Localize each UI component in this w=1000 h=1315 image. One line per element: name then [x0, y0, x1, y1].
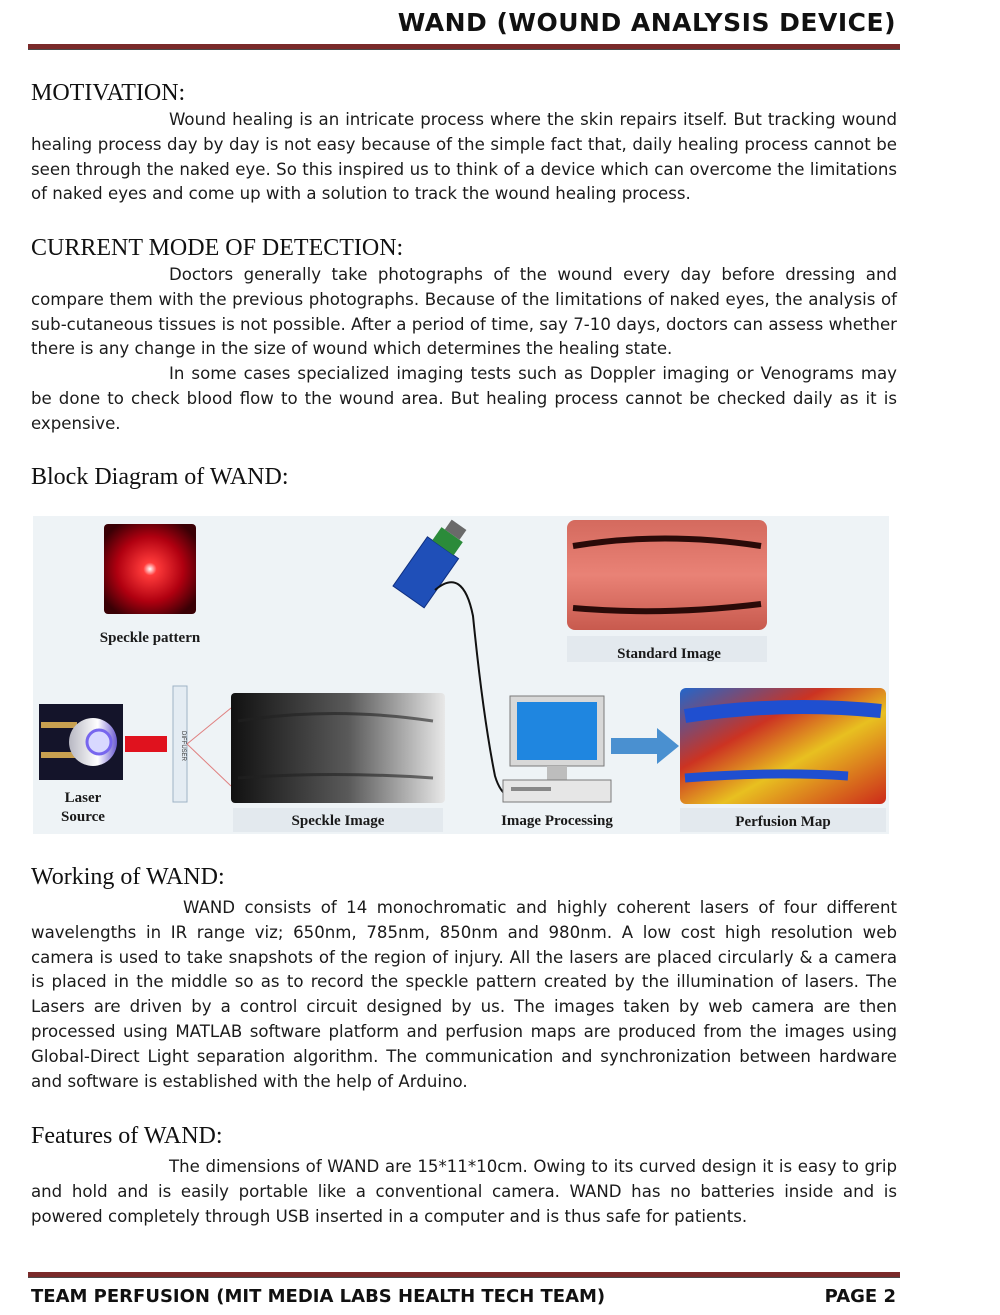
camera-icon: [393, 516, 475, 608]
working-heading: Working of WAND:: [31, 864, 225, 890]
laser-source-label-1: Laser: [64, 790, 102, 806]
standard-image-label: Standard Image: [617, 646, 721, 662]
header-rule: [28, 44, 900, 50]
footer-team: TEAM PERFUSION (MIT MEDIA LABS HEALTH TECH TEAM): [31, 1286, 606, 1307]
motivation-heading: MOTIVATION:: [31, 80, 186, 106]
page-title: WAND (WOUND ANALYSIS DEVICE): [397, 8, 896, 37]
arrow-right-icon: [611, 728, 679, 764]
camera-cable: [435, 582, 513, 798]
laser-beam: [125, 736, 167, 752]
laser-source-label-2: Source: [61, 809, 105, 825]
speckle-image-label: Speckle Image: [291, 813, 385, 829]
current-mode-paragraph-2: In some cases specialized imaging tests such as Doppler imaging or Venograms may be done to check blood flow to the wound area. But healing process cannot be checked daily as it is expensive.: [31, 364, 897, 433]
diffuser-label: DIFFUSER: [180, 731, 186, 761]
block-diagram-heading: Block Diagram of WAND:: [31, 464, 289, 490]
working-paragraph: WAND consists of 14 monochromatic and highly coherent lasers of four different wavelengths in IR range viz; 650nm, 785nm, 850nm and 980nm. A low cost high resolution web camera is used to take snapshots of the region of injury. All the lasers are placed circularly & a camera is placed in the middle so as to record the speckle pattern created by the illumination of lasers. The Lasers are driven by a control circuit designed by us. The images taken by web camera are then processed using MATLAB software platform and perfusion maps are produced from the images using Global-Direct Light separation algorithm. The communication and synchronization between hardware and software is established with the help of Arduino.: [31, 898, 897, 1091]
computer-icon: [503, 696, 611, 802]
speckle-pattern-image: [104, 524, 196, 614]
image-processing-label: Image Processing: [501, 813, 613, 829]
footer-rule: [28, 1272, 900, 1278]
current-mode-heading: CURRENT MODE OF DETECTION:: [31, 235, 404, 261]
features-paragraph: The dimensions of WAND are 15*11*10cm. Owing to its curved design it is easy to grip and hold and is easily portable like a conventional camera. WAND has no batteries inside and is powered completely through USB inserted in a computer and is thus safe for patients.: [31, 1157, 897, 1226]
speckle-image: [231, 693, 445, 803]
speckle-pattern-label: Speckle pattern: [99, 630, 201, 646]
footer-page-number: PAGE 2: [824, 1286, 896, 1307]
current-mode-paragraph-1: Doctors generally take photographs of the wound every day before dressing and compare them with the previous photographs. Because of the limitations of naked eyes, the analysis of sub-cutaneous tissues is not possible. After a period of time, say 7-10 days, doctors can assess whether there is any change in the size of wound which determines the healing state.: [31, 265, 897, 359]
block-diagram: [33, 516, 889, 834]
perfusion-map-label: Perfusion Map: [735, 814, 831, 830]
features-heading: Features of WAND:: [31, 1123, 223, 1149]
motivation-paragraph: Wound healing is an intricate process where the skin repairs itself. But tracking wound healing process day by day is not easy because of the simple fact that, daily healing process cannot be seen through the naked eye. So this inspired us to think of a device which can overcome the limitations of naked eyes and come up with a solution to track the wound healing process.: [31, 110, 897, 204]
